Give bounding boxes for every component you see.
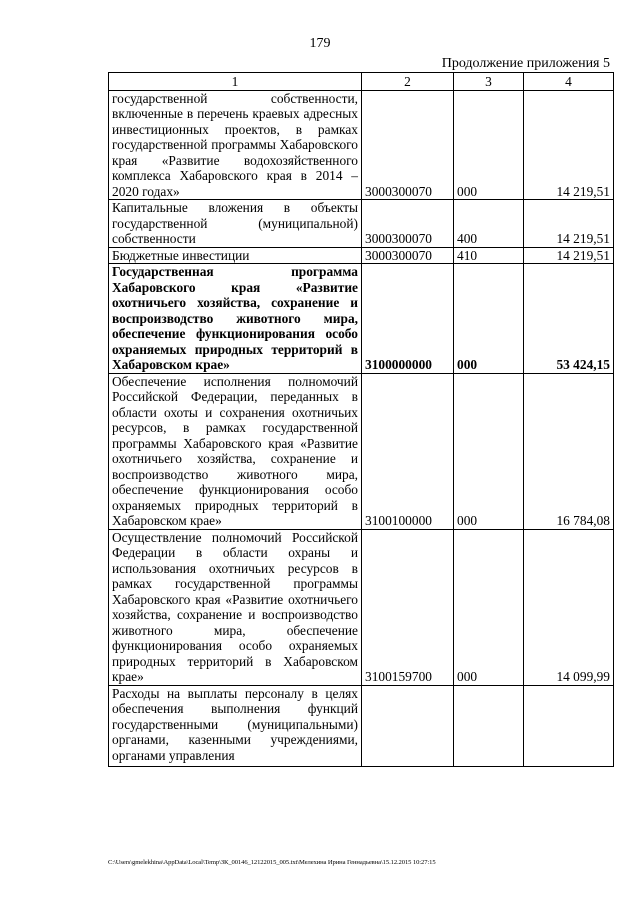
table-row <box>109 200 614 248</box>
row-name-cell: Капитальные вложения в объекты государственной (муниципальной) собственности <box>109 200 362 248</box>
row-sum-cell: 16 784,08 <box>524 373 614 529</box>
column-header-1: 1 <box>109 73 362 91</box>
row-expense-type-cell: 000 <box>454 264 524 374</box>
column-header-2: 2 <box>362 73 454 91</box>
row-expense-type-cell: 410 <box>454 247 524 264</box>
row-code-cell: 3100159700 <box>362 529 454 685</box>
row-name-cell: Осуществление полномочий Российской Федерации в области охраны и использования охотничьих ресурсов в рамках государственной программы Хабаровского края «Развитие охотничьего хозяйства, сохранение и воспроизводство животного мира, обеспечение функционирования особо охраняемых природных территорий в Хабаровском крае» <box>109 529 362 685</box>
row-expense-type-cell: 000 <box>454 373 524 529</box>
row-sum-cell: 14 219,51 <box>524 90 614 200</box>
footer-file-path: C:\Users\gmelekhina\AppData\Local\Temp\ЗК_00146_12122015_005.txt\Мелехина Ирина Геннадьевна\15.12.2015 10:27:15 <box>108 859 436 866</box>
column-header-3: 3 <box>454 73 524 91</box>
row-name-cell: Бюджетные инвестиции <box>109 247 362 264</box>
row-code-cell: 3100000000 <box>362 264 454 374</box>
row-name-cell: Государственная программа Хабаровского края «Развитие охотничьего хозяйства, сохранение и воспроизводство животного мира, обеспечение функционирования особо охраняемых природных территорий в Хабаровском крае» <box>109 264 362 374</box>
table-row <box>109 529 614 685</box>
table-row <box>109 685 614 767</box>
table-row <box>109 264 614 374</box>
table-row <box>109 90 614 200</box>
row-expense-type-cell: 000 <box>454 90 524 200</box>
table-row <box>109 247 614 264</box>
budget-table <box>108 72 614 767</box>
row-sum-cell: 14 219,51 <box>524 200 614 248</box>
row-expense-type-cell <box>454 685 524 767</box>
row-expense-type-cell: 000 <box>454 529 524 685</box>
row-code-cell: 3000300070 <box>362 247 454 264</box>
row-name-cell: Расходы на выплаты персоналу в целях обеспечения выполнения функций государственными (муниципальными) органами, казенными учреждениями, органами управления <box>109 685 362 767</box>
row-sum-cell: 53 424,15 <box>524 264 614 374</box>
row-sum-cell: 14 099,99 <box>524 529 614 685</box>
row-expense-type-cell: 400 <box>454 200 524 248</box>
table-row <box>109 373 614 529</box>
page-number: 179 <box>309 36 331 51</box>
table-header-row <box>109 73 614 91</box>
row-code-cell: 3000300070 <box>362 90 454 200</box>
column-header-4: 4 <box>524 73 614 91</box>
row-name-cell: государственной собственности, включенные в перечень краевых адресных инвестиционных проектов, в рамках государственной программы Хабаровского края «Развитие водохозяйственного комплекса Хабаровского края в 2014 – 2020 годах» <box>109 90 362 200</box>
row-sum-cell: 14 219,51 <box>524 247 614 264</box>
row-code-cell: 3100100000 <box>362 373 454 529</box>
appendix-continuation-label: Продолжение приложения 5 <box>441 56 610 71</box>
row-code-cell <box>362 685 454 767</box>
row-sum-cell <box>524 685 614 767</box>
row-code-cell: 3000300070 <box>362 200 454 248</box>
row-name-cell: Обеспечение исполнения полномочий Российской Федерации, переданных в области охоты и сохранения охотничьих ресурсов, в рамках государственной программы Хабаровского края «Развитие охотничьего хозяйства, сохранение и воспроизводство животного мира, обеспечение функционирования особо охраняемых природных территорий в Хабаровском крае» <box>109 373 362 529</box>
